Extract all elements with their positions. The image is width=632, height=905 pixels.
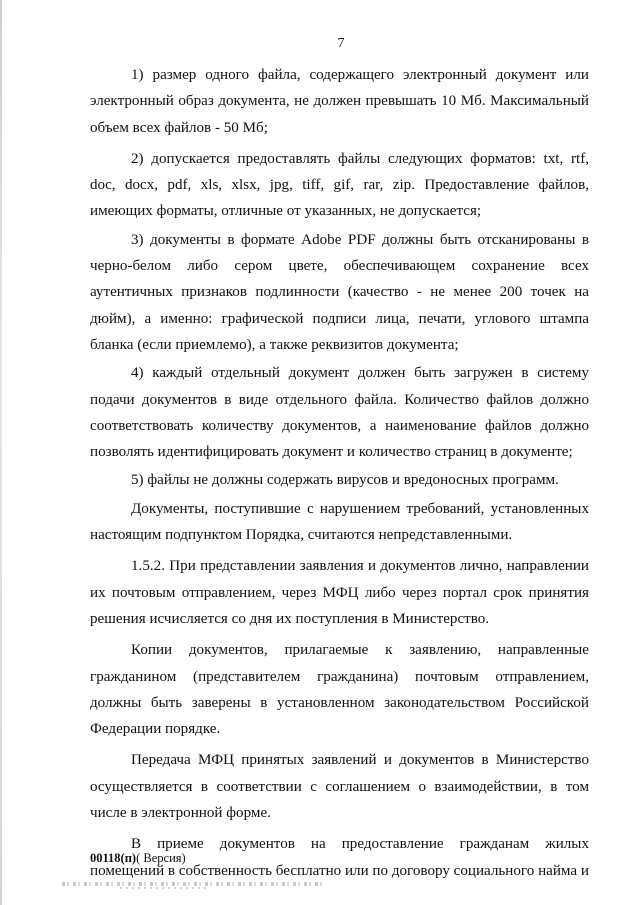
paragraph-pdf-scan: 3) документы в формате Adobe PDF должны быть отсканированы в черно-белом либо сером цвете, обеспечивающем сохранение всех аутентичных признаков подлинности (качество - не менее 200 точек на дюйм), а именно: графической подписи лица, печати, углового штампа бланка (если приемлемо), а также реквизитов документа;: [90, 231, 589, 353]
footer-version: ( Версия): [136, 851, 186, 865]
footer-document-code: [90, 851, 186, 866]
paragraph-separate-files: 4) каждый отдельный документ должен быть загружен в систему подачи документов в виде отдельного файла. Количество файлов должно соответствовать количеству документов, а наименование файлов должно позволять идентифицировать документ и количество страниц в документе;: [90, 365, 589, 461]
paragraph-mfc-transfer: Передача МФЦ принятых заявлений и документов в Министерство осуществляется в соответствии с соглашением о взаимодействии, в том числе в электронной форме.: [90, 752, 589, 822]
footer-code: 00118(п): [90, 851, 137, 865]
paragraph-copies: Копии документов, прилагаемые к заявлению, направленные гражданином (представителем гражданина) почтовым отправлением, должны быть заверены в установленном законодательством Российской Федерации порядке.: [90, 642, 589, 738]
paragraph-1-5-2: 1.5.2. При представлении заявления и документов лично, направлении их почтовым отправлением, через МФЦ либо через портал срок принятия решения исчисляется со дня их поступления в Министерство.: [90, 558, 589, 627]
paragraph-violations: Документы, поступившие с нарушением требований, установленных настоящим подпунктом Порядка, считаются непредставленными.: [90, 500, 589, 544]
scan-left-edge: [0, 0, 2, 905]
document-body: [90, 62, 589, 884]
page-number: 7: [337, 36, 345, 51]
paragraph-acceptance: В приеме документов на предоставление гражданам жилых помещений в собственность бесплатно или по договору социального найма и: [90, 836, 589, 879]
scan-artifact: [62, 882, 322, 886]
paragraph-file-formats: 2) допускается предоставлять файлы следующих форматов: txt, rtf, doc, docx, pdf, xls, xlsx, jpg, tiff, gif, rar, zip. Предоставление файлов, имеющих форматы, отличные от указанных, не допускается;: [90, 150, 589, 220]
scan-artifact-secondary: [120, 887, 210, 889]
paragraph-file-size: 1) размер одного файла, содержащего электронный документ или электронный образ документа, не должен превышать 10 Мб. Максимальный объем всех файлов - 50 Мб;: [90, 67, 589, 136]
paragraph-no-viruses: 5) файлы не должны содержать вирусов и вредоносных программ.: [131, 472, 559, 489]
